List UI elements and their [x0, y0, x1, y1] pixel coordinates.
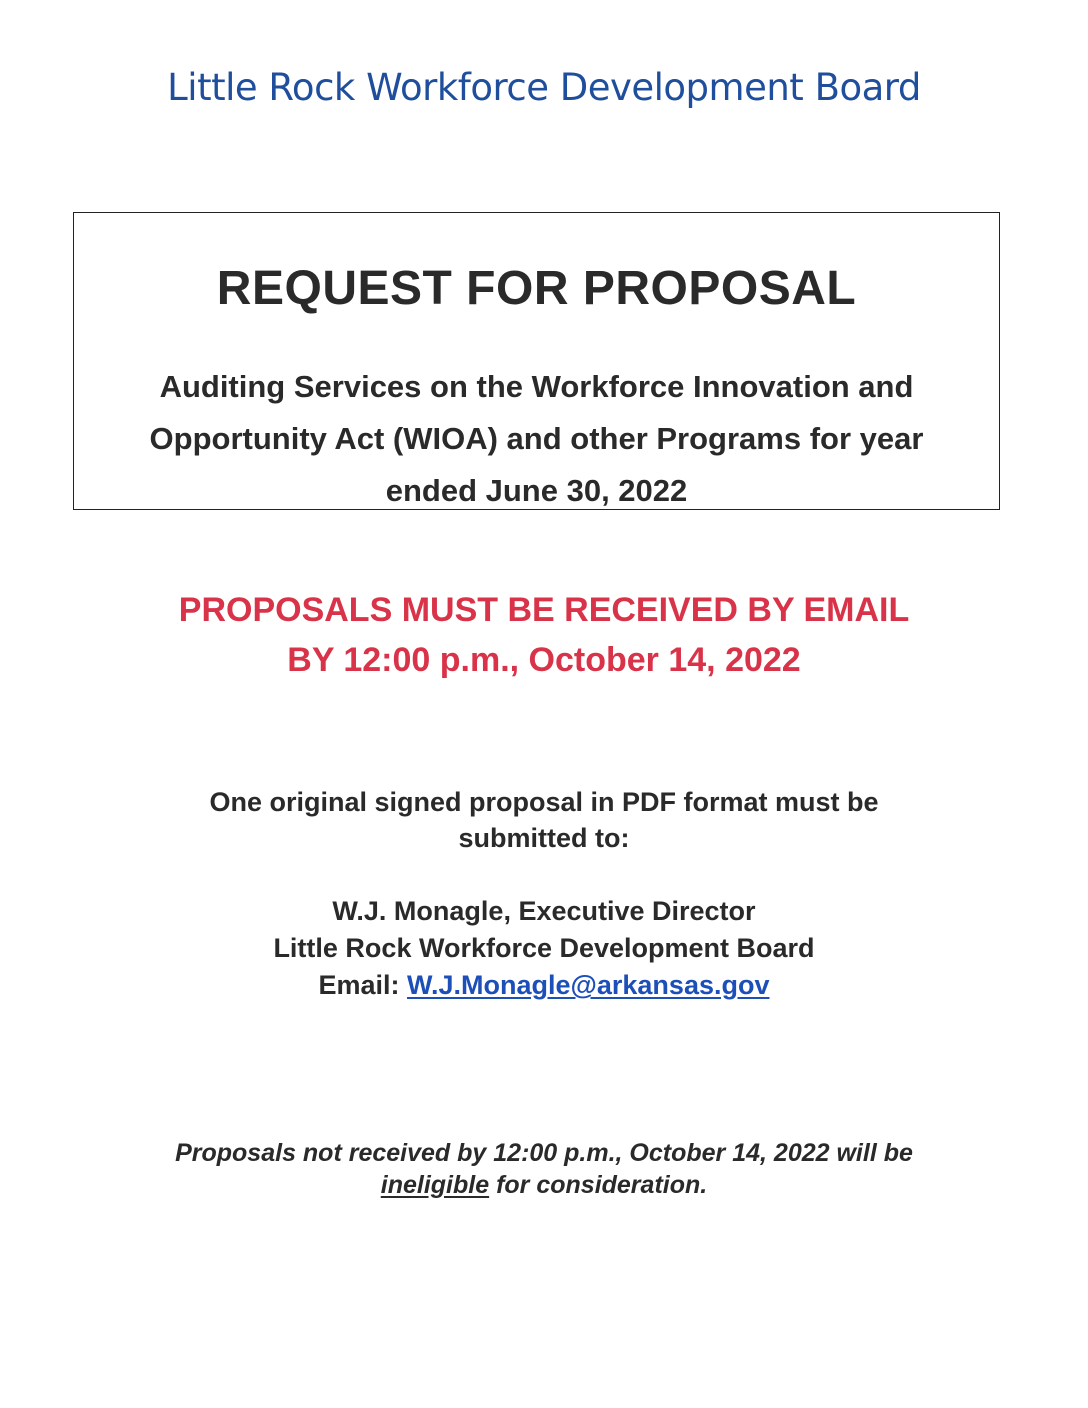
footer-line-rest: for consideration.	[489, 1171, 708, 1199]
footer-line: Proposals not received by 12:00 p.m., October 14, 2022 will be	[175, 1139, 913, 1167]
email-link[interactable]: W.J.Monagle@arkansas.gov	[407, 970, 770, 1000]
rfp-subtitle-line: ended June 30, 2022	[385, 473, 688, 508]
footer-line-2	[0, 1169, 1088, 1201]
deadline-notice	[0, 585, 1088, 685]
contact-block	[0, 893, 1088, 1004]
rfp-subtitle-line: Auditing Services on the Workforce Innovation and	[159, 369, 914, 404]
title-box	[73, 212, 1000, 510]
ineligible-emphasis: ineligible	[380, 1171, 490, 1199]
rfp-subtitle	[84, 361, 989, 517]
contact-organization: Little Rock Workforce Development Board	[273, 933, 815, 963]
organization-header: Little Rock Workforce Development Board	[167, 66, 921, 109]
footer-note	[0, 1137, 1088, 1201]
contact-name-title: W.J. Monagle, Executive Director	[332, 896, 756, 926]
deadline-line: PROPOSALS MUST BE RECEIVED BY EMAIL	[178, 591, 910, 629]
submission-instructions	[0, 784, 1088, 856]
contact-email-row	[0, 967, 1088, 1004]
submission-line: One original signed proposal in PDF format must be	[209, 787, 879, 817]
submission-line: submitted to:	[458, 823, 630, 853]
rfp-title: REQUEST FOR PROPOSAL	[216, 262, 857, 315]
rfp-subtitle-line: Opportunity Act (WIOA) and other Programs for year	[149, 421, 924, 456]
deadline-line: BY 12:00 p.m., October 14, 2022	[287, 641, 801, 679]
email-label: Email:	[318, 970, 408, 1000]
